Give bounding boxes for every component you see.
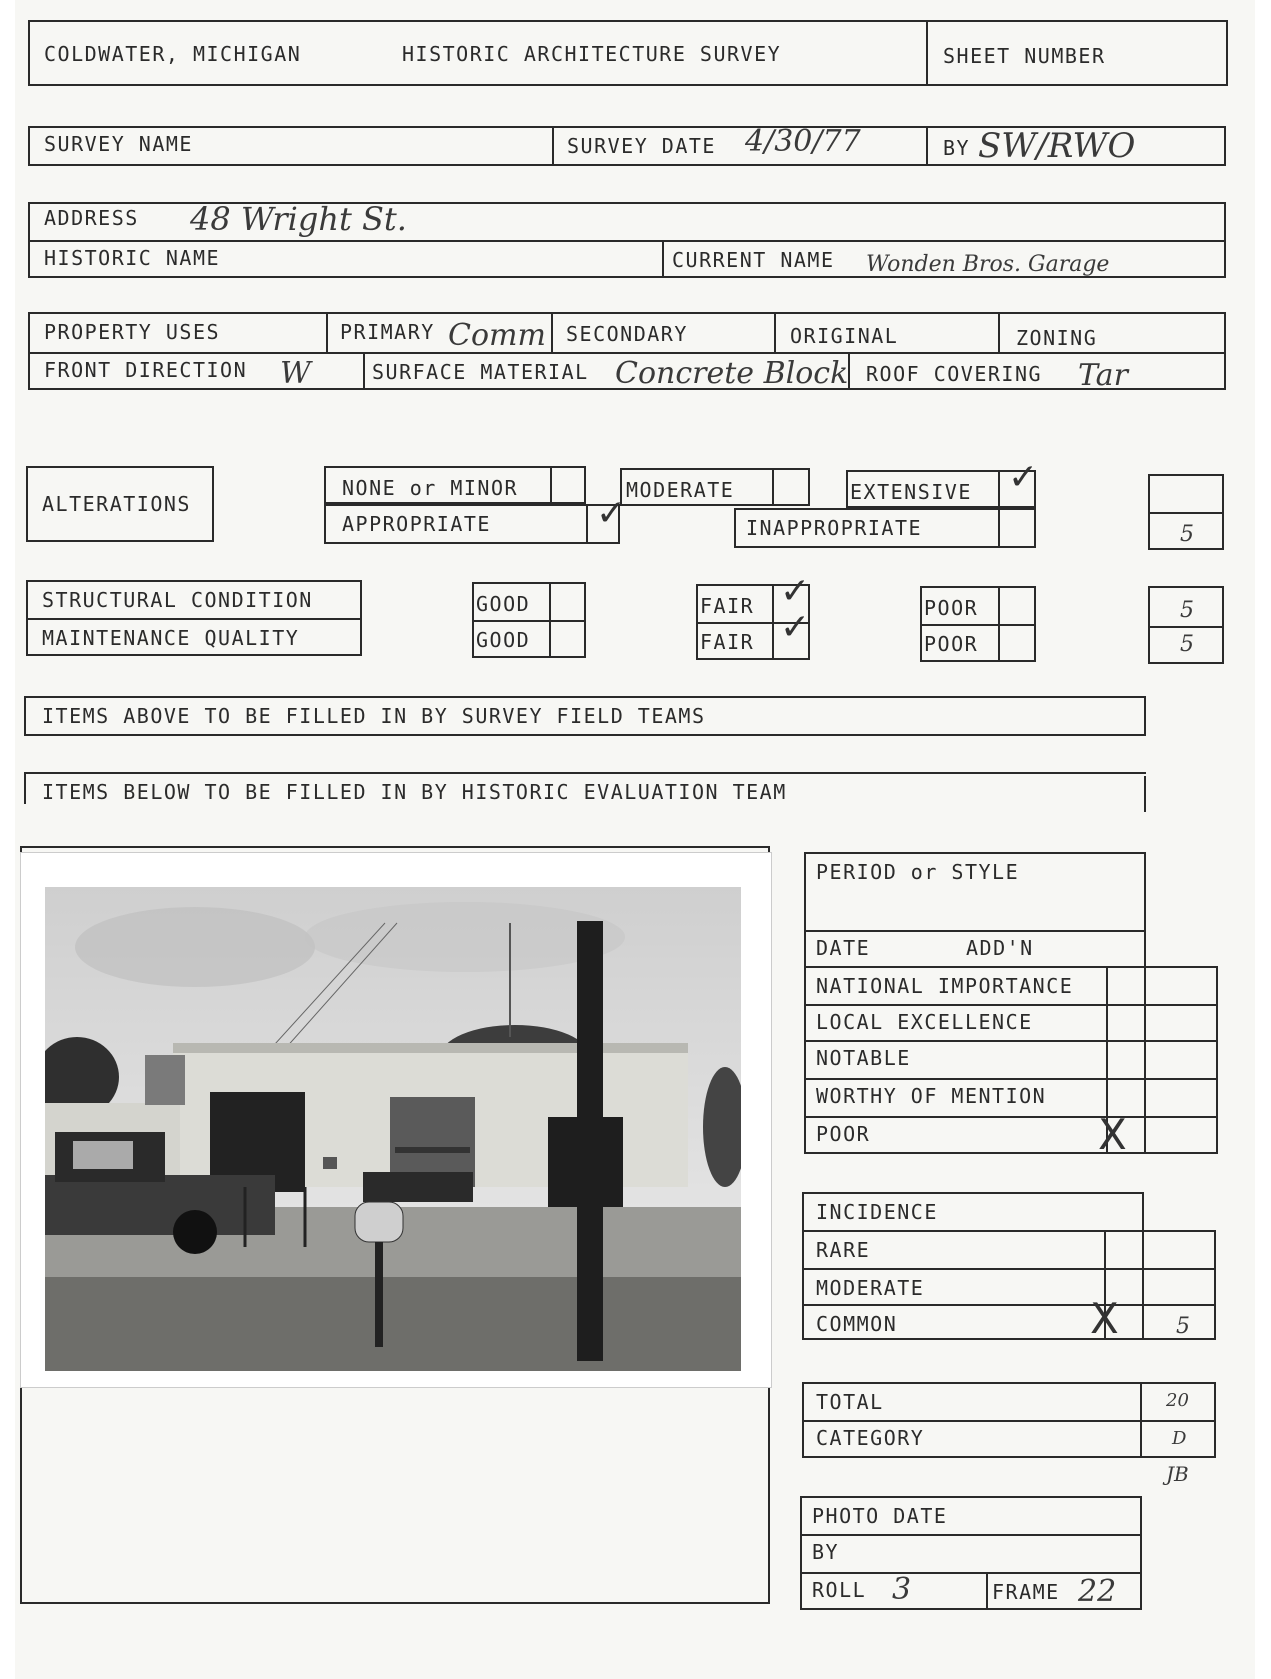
header-title: HISTORIC ARCHITECTURE SURVEY — [402, 42, 782, 66]
inc-line-3 — [802, 1304, 1216, 1306]
poor-divider — [920, 624, 1036, 626]
prop-div-2 — [551, 312, 553, 352]
original-label: ORIGINAL — [790, 324, 899, 348]
roll-label: ROLL — [812, 1578, 867, 1602]
appropriate-check-divider — [586, 504, 588, 544]
maintenance-poor-label: POOR — [924, 632, 979, 656]
good-check-divider — [549, 582, 551, 658]
common-x: X — [1090, 1294, 1119, 1343]
surface-material-value: Concrete Block — [615, 356, 849, 391]
primary-label: PRIMARY — [340, 320, 435, 344]
notes-above-text: ITEMS ABOVE TO BE FILLED IN BY SURVEY FIELD TEAMS — [42, 704, 706, 728]
none-minor-check-divider — [550, 466, 552, 504]
front-direction-label: FRONT DIRECTION — [44, 358, 248, 382]
appropriate-check-mark: ✓ — [596, 493, 627, 534]
property-row-divider — [28, 352, 1226, 354]
photo-date-label: PHOTO DATE — [812, 1504, 948, 1528]
total-value: 20 — [1166, 1390, 1189, 1411]
totals-value-col — [1140, 1382, 1142, 1458]
fair-check-divider — [772, 584, 774, 660]
address-row-divider — [28, 240, 1226, 242]
national-importance-label: NATIONAL IMPORTANCE — [816, 974, 1074, 998]
eval-line-7 — [804, 1152, 1218, 1154]
structural-poor-label: POOR — [924, 596, 979, 620]
eval-line-2 — [804, 966, 1218, 968]
appropriate-label: APPROPRIATE — [342, 512, 491, 536]
worthy-label: WORTHY OF MENTION — [816, 1084, 1047, 1108]
structural-condition-label: STRUCTURAL CONDITION — [42, 588, 313, 612]
incidence-score: 5 — [1176, 1314, 1190, 1339]
period-style-box — [804, 852, 1146, 1159]
current-name-value: Wonden Bros. Garage — [866, 252, 1110, 277]
inc-line-4 — [802, 1338, 1216, 1340]
current-name-divider — [662, 240, 664, 278]
maintenance-fair-check: ✓ — [780, 607, 811, 648]
sheet-number-label: SHEET NUMBER — [943, 44, 1106, 68]
local-excellence-label: LOCAL EXCELLENCE — [816, 1010, 1033, 1034]
category-label: CATEGORY — [816, 1426, 925, 1450]
prop-div-6 — [848, 352, 850, 390]
extensive-check-divider — [998, 470, 1000, 508]
maintenance-fair-label: FAIR — [700, 630, 755, 654]
photo-by-label: BY — [812, 1540, 840, 1564]
maintenance-quality-label: MAINTENANCE QUALITY — [42, 626, 300, 650]
roof-covering-value: Tar — [1078, 358, 1128, 393]
extensive-check-mark: ✓ — [1008, 457, 1039, 498]
structural-score: 5 — [1180, 598, 1194, 623]
alterations-score-divider — [1148, 512, 1224, 514]
eval-line-1 — [804, 930, 1146, 932]
frame-label: FRAME — [992, 1580, 1060, 1604]
roll-value: 3 — [892, 1572, 912, 1607]
structural-fair-check: ✓ — [780, 571, 811, 612]
eval-poor-x: X — [1098, 1110, 1127, 1159]
eval-score-col — [1216, 966, 1218, 1154]
address-label: ADDRESS — [44, 206, 139, 230]
condition-label-divider — [26, 618, 362, 620]
photo-info-line-1 — [800, 1534, 1142, 1536]
eval-line-3 — [804, 1004, 1218, 1006]
notes-below-left — [24, 772, 26, 804]
prop-div-4 — [998, 312, 1000, 352]
notes-below-right — [1144, 776, 1146, 812]
rare-label: RARE — [816, 1238, 871, 1262]
none-minor-label: NONE or MINOR — [342, 476, 519, 500]
alterations-label: ALTERATIONS — [42, 492, 191, 516]
eval-line-5 — [804, 1078, 1218, 1080]
surface-material-label: SURFACE MATERIAL — [372, 360, 589, 384]
inc-line-1 — [802, 1230, 1216, 1232]
moderate-check-divider — [772, 468, 774, 506]
zoning-label: ZONING — [1016, 326, 1098, 350]
addn-label: ADD'N — [966, 936, 1034, 960]
survey-date-value: 4/30/77 — [745, 124, 861, 159]
photo-info-frame-divider — [986, 1572, 988, 1610]
roof-covering-label: ROOF COVERING — [866, 362, 1043, 386]
moderate-label: MODERATE — [626, 478, 735, 502]
inc-line-2 — [802, 1268, 1216, 1270]
incidence-moderate-label: MODERATE — [816, 1276, 925, 1300]
eval-line-6 — [804, 1116, 1218, 1118]
property-uses-label: PROPERTY USES — [44, 320, 221, 344]
inappropriate-check-divider — [998, 508, 1000, 548]
notes-below-top — [24, 772, 1146, 774]
front-direction-value: W — [280, 356, 311, 391]
maintenance-score: 5 — [1180, 632, 1194, 657]
address-value: 48 Wright St. — [190, 200, 407, 238]
date-label: DATE — [816, 936, 871, 960]
header-city: COLDWATER, MICHIGAN — [44, 42, 302, 66]
common-label: COMMON — [816, 1312, 898, 1336]
extensive-label: EXTENSIVE — [850, 480, 972, 504]
alterations-score: 5 — [1180, 522, 1194, 547]
structural-fair-label: FAIR — [700, 594, 755, 618]
reviewer-initials: JB — [1166, 1462, 1189, 1486]
poor-check-divider — [998, 586, 1000, 662]
incidence-label: INCIDENCE — [816, 1200, 938, 1224]
category-value: D — [1172, 1428, 1187, 1449]
eval-poor-label: POOR — [816, 1122, 871, 1146]
survey-divider-1 — [552, 126, 554, 166]
condition-score-divider — [1148, 626, 1224, 628]
frame-value: 22 — [1078, 1574, 1117, 1609]
prop-div-1 — [326, 312, 328, 352]
good-divider — [472, 620, 586, 622]
prop-div-5 — [363, 352, 365, 390]
total-label: TOTAL — [816, 1390, 884, 1414]
eval-line-4 — [804, 1040, 1218, 1042]
survey-name-label: SURVEY NAME — [44, 132, 193, 156]
inappropriate-label: INAPPROPRIATE — [746, 516, 923, 540]
survey-divider-2 — [926, 126, 928, 166]
survey-by-value: SW/RWO — [978, 126, 1136, 166]
photo-image — [45, 887, 741, 1371]
primary-value: Comm — [448, 318, 546, 353]
current-name-label: CURRENT NAME — [672, 248, 835, 272]
period-style-label: PERIOD or STYLE — [816, 860, 1020, 884]
survey-by-label: BY — [943, 136, 971, 160]
notable-label: NOTABLE — [816, 1046, 911, 1070]
historic-name-label: HISTORIC NAME — [44, 246, 221, 270]
inc-score-col — [1214, 1230, 1216, 1340]
notes-below-text: ITEMS BELOW TO BE FILLED IN BY HISTORIC EVALUATION TEAM — [42, 780, 787, 804]
survey-date-label: SURVEY DATE — [567, 134, 716, 158]
totals-divider — [802, 1420, 1216, 1422]
secondary-label: SECONDARY — [566, 322, 688, 346]
structural-good-label: GOOD — [476, 592, 531, 616]
header-divider — [926, 20, 928, 86]
prop-div-3 — [774, 312, 776, 352]
building-photograph — [20, 852, 772, 1388]
maintenance-good-label: GOOD — [476, 628, 531, 652]
